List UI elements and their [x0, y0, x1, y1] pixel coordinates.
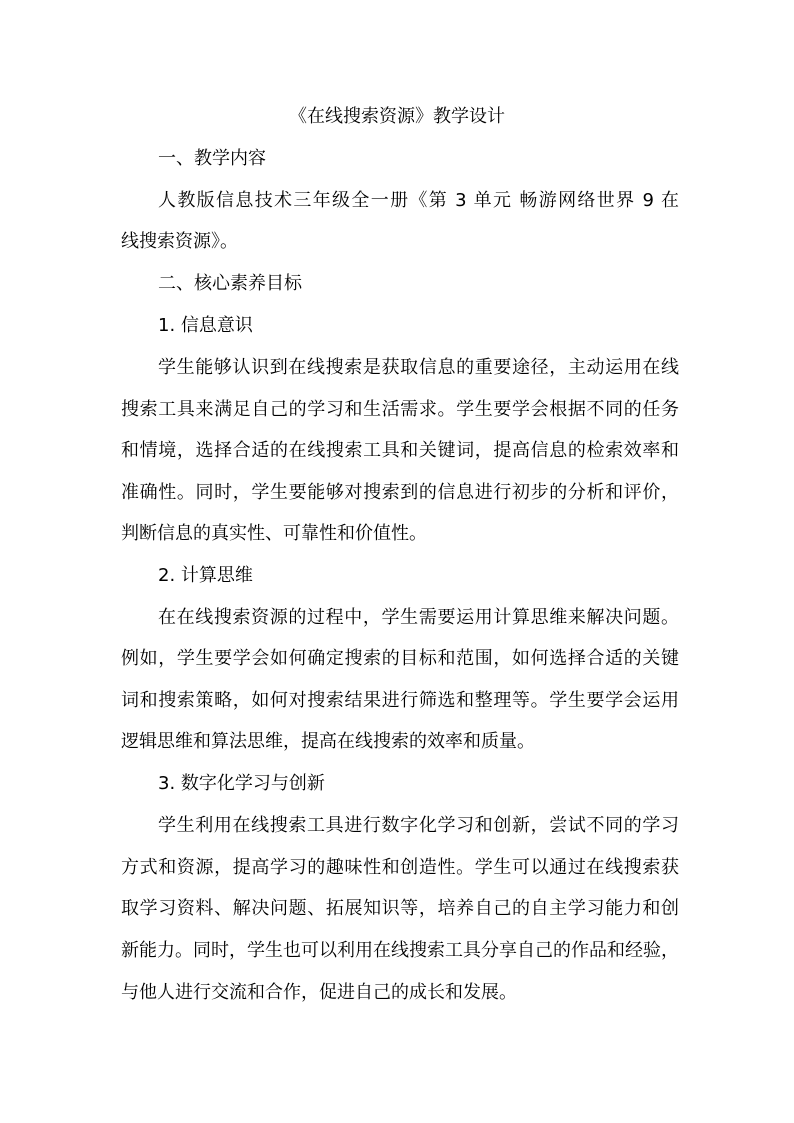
paragraph-line: 逻辑思维和算法思维，提高在线搜索的效率和质量。 [121, 731, 535, 752]
subheading-information-awareness: 1. 信息意识 [158, 315, 253, 336]
paragraph-line: 人教版信息技术三年级全一册《第 3 单元 畅游网络世界 9 在 [158, 190, 679, 211]
paragraph-line: 取学习资料、解决问题、拓展知识等，培养自己的自主学习能力和创 [121, 898, 679, 919]
paragraph-line: 例如，学生要学会如何确定搜索的目标和范围，如何选择合适的关键 [121, 648, 679, 669]
paragraph-line: 词和搜索策略，如何对搜索结果进行筛选和整理等。学生要学会运用 [121, 690, 679, 711]
paragraph-line: 线搜索资源》。 [121, 231, 238, 252]
paragraph-line: 判断信息的真实性、可靠性和价值性。 [121, 523, 427, 544]
paragraph-line: 准确性。同时，学生要能够对搜索到的信息进行初步的分析和评价， [121, 482, 679, 503]
section-heading-core-goals: 二、核心素养目标 [158, 273, 302, 294]
subheading-digital-learning: 3. 数字化学习与创新 [158, 773, 325, 794]
paragraph-line: 新能力。同时，学生也可以利用在线搜索工具分享自己的作品和经验， [121, 940, 679, 961]
section-heading-teaching-content: 一、教学内容 [158, 148, 266, 169]
document-title: 《在线搜索资源》教学设计 [289, 106, 505, 127]
paragraph-line: 与他人进行交流和合作，促进自己的成长和发展。 [121, 982, 517, 1003]
subheading-computational-thinking: 2. 计算思维 [158, 565, 253, 586]
paragraph-line: 搜索工具来满足自己的学习和生活需求。学生要学会根据不同的任务 [121, 399, 679, 420]
paragraph-line: 在在线搜索资源的过程中，学生需要运用计算思维来解决问题。 [158, 607, 679, 628]
paragraph-line: 方式和资源，提高学习的趣味性和创造性。学生可以通过在线搜索获 [121, 857, 679, 878]
paragraph-line: 和情境，选择合适的在线搜索工具和关键词，提高信息的检索效率和 [121, 440, 679, 461]
paragraph-line: 学生利用在线搜索工具进行数字化学习和创新，尝试不同的学习 [158, 815, 679, 836]
paragraph-line: 学生能够认识到在线搜索是获取信息的重要途径，主动运用在线 [158, 357, 679, 378]
